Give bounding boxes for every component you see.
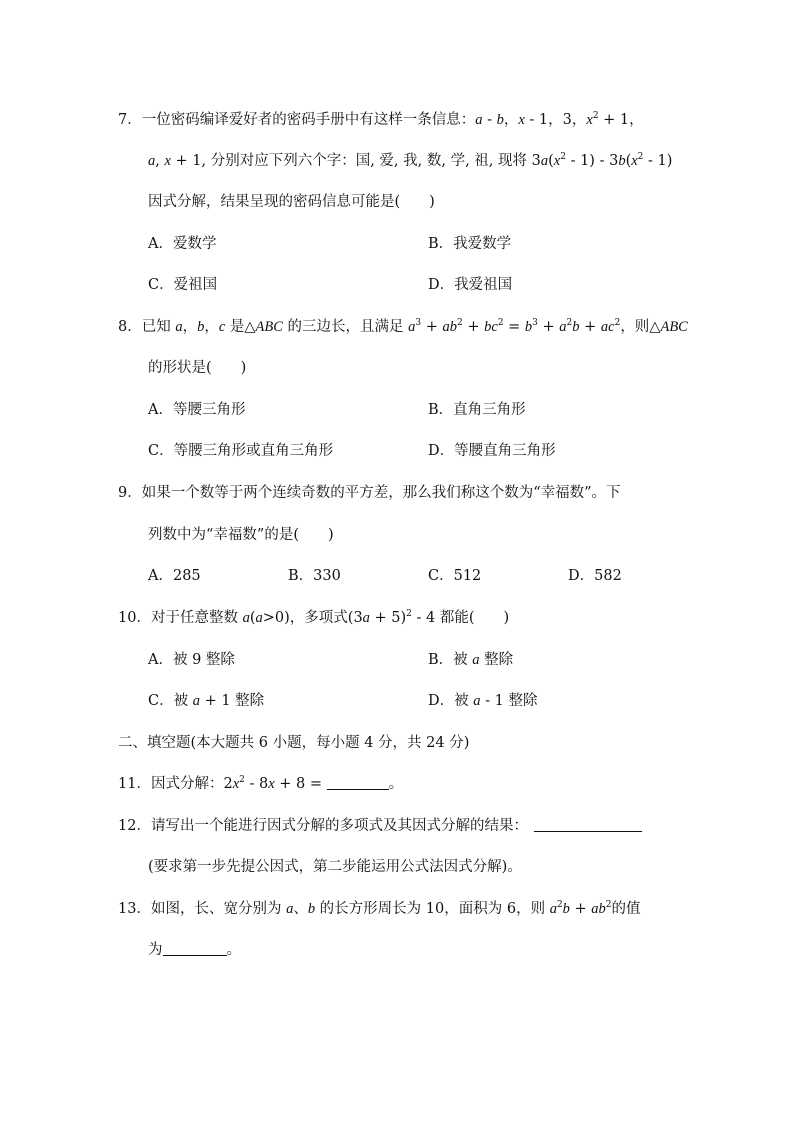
option-c[interactable]: C．512 [428, 568, 482, 584]
question-text: 分别对应下列六个字：国, 爱, 我, 数, 学, 祖, 现将 [210, 153, 528, 169]
option-a[interactable]: A．爱数学 [148, 236, 217, 252]
option-c[interactable]: C．爱祖国 [148, 277, 218, 293]
question-8-line-2: 的形状是( ) [148, 360, 247, 376]
question-10-line-1 [118, 608, 509, 628]
math-expression: a(a>0) [242, 610, 290, 626]
question-number: 9． [118, 485, 142, 501]
section-heading: 二、填空题(本大题共 6 小题，每小题 4 分，共 24 分) [118, 735, 470, 751]
question-text: 的长方形周长为 10，面积为 6，则 [319, 901, 546, 917]
question-text: 。 [226, 942, 241, 958]
answer-blank[interactable] [327, 775, 389, 790]
question-text: 如图，长、宽分别为 [150, 901, 282, 917]
question-text: 如果一个数等于两个连续奇数的平方差，那么我们称这个数为“幸福数”。下 [141, 485, 621, 501]
option-label: C．被 [148, 693, 189, 709]
math-expression: a, x + 1, [148, 153, 211, 169]
option-c[interactable]: C．被 a + 1 整除 [148, 693, 265, 709]
question-7-line-3 [148, 192, 435, 212]
question-12-line-1 [118, 816, 642, 836]
question-number: 10． [118, 610, 151, 626]
math-expression: a、b [286, 901, 316, 917]
math-expression: $2x^2 - 8x + 8$ = [223, 775, 327, 792]
question-number: 7． [118, 112, 142, 128]
question-text: ，多项式 [289, 610, 348, 626]
math-expression: △ABC [649, 319, 688, 335]
question-text: 是 [229, 319, 245, 335]
option-d[interactable]: D．我爱祖国 [428, 277, 513, 293]
question-7-line-2 [148, 151, 672, 171]
question-text: 都能( ) [439, 610, 510, 626]
question-number: 8． [118, 319, 142, 335]
question-text: 一位密码编译爱好者的密码手册中有这样一条信息： [141, 112, 476, 128]
question-text: 请写出一个能进行因式分解的多项式及其因式分解的结果： [150, 818, 528, 834]
question-text: ，则 [620, 319, 650, 335]
option-a[interactable]: A．等腰三角形 [148, 402, 246, 418]
question-text: 因式分解，结果呈现的密码信息可能是( ) [148, 194, 435, 210]
math-expression: $3a(x^2 - 1) - 3b(x^2 - 1)$ [527, 152, 673, 169]
question-number: 13． [118, 901, 151, 917]
answer-blank[interactable] [163, 941, 227, 956]
option-d[interactable]: D．等腰直角三角形 [428, 443, 556, 459]
option-label: B．被 [428, 652, 468, 668]
math-expression: △ABC [244, 319, 283, 335]
question-text: 已知 [141, 319, 171, 335]
question-9-line-2: 列数中为“幸福数”的是( ) [148, 527, 334, 543]
math-expression: $(3a + 5)^2 - 4$ [347, 609, 440, 626]
option-suffix: 整除 [235, 693, 265, 709]
question-11 [118, 774, 403, 794]
option-b[interactable]: B．我爱数学 [428, 236, 512, 252]
answer-blank[interactable] [534, 817, 642, 832]
question-13-line-1 [118, 899, 641, 919]
option-suffix: 整除 [484, 652, 514, 668]
option-d[interactable]: D．被 a - 1 整除 [428, 693, 538, 709]
question-number: 12． [118, 818, 151, 834]
question-12-line-2: (要求第一步先提公因式，第二步能运用公式法因式分解)。 [148, 859, 522, 875]
option-a[interactable]: A．285 [148, 568, 201, 584]
option-d[interactable]: D．582 [568, 568, 622, 584]
question-text: 。 [388, 776, 404, 792]
question-text: 的值 [611, 901, 641, 917]
option-suffix: 整除 [508, 693, 538, 709]
question-text: 对于任意整数 [150, 610, 238, 626]
option-b[interactable]: B．330 [288, 568, 341, 584]
math-expression: $a^3 + ab^2 + bc^2 = b^3 + a^2b + ac^2$ [408, 318, 621, 335]
question-7-line-1 [118, 110, 644, 130]
question-13-line-2 [148, 940, 241, 960]
option-b[interactable]: B．直角三角形 [428, 402, 526, 418]
question-text: 因式分解： [150, 776, 224, 792]
math-expression: a，b，c [175, 319, 226, 335]
option-label: D．被 [428, 693, 469, 709]
question-number: 11． [118, 776, 151, 792]
question-8-line-1 [118, 317, 688, 337]
question-text: 为 [148, 942, 163, 958]
option-c[interactable]: C．等腰三角形或直角三角形 [148, 443, 334, 459]
math-expression: $a^2b + ab^2$ [549, 900, 612, 917]
question-9-line-1 [118, 483, 621, 503]
option-b[interactable]: B．被 a 整除 [428, 652, 514, 668]
question-text: 的三边长，且满足 [287, 319, 404, 335]
option-a[interactable]: A．被 9 整除 [148, 652, 235, 668]
math-expression: a - b，x - 1，3，$x^2 + 1$， [475, 111, 644, 128]
